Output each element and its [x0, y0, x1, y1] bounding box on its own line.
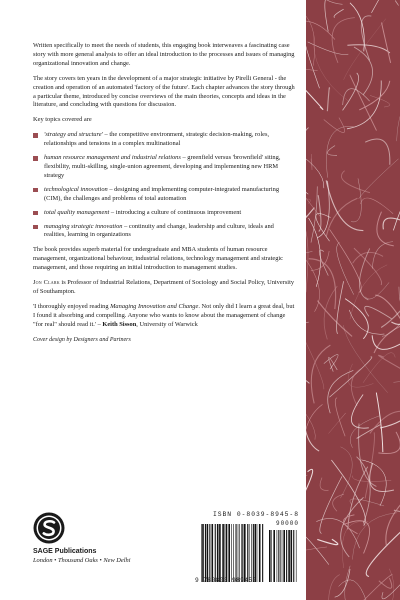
addon-bar: [271, 530, 272, 582]
strip-scribble: [328, 370, 354, 413]
strip-scribble: [306, 180, 320, 216]
topic-description: – the competitive environment, strategic decision-making, roles, relationships and tensions in a complex multinational: [44, 131, 270, 148]
barcode-bar: [255, 524, 257, 582]
topic-item: [33, 131, 295, 149]
barcode-bar: [244, 524, 246, 582]
strip-scribble: [324, 118, 345, 133]
strip-scribble: [306, 344, 309, 383]
quote-affiliation: , University of Warwick: [136, 320, 198, 328]
strip-scribble: [393, 381, 400, 407]
square-bullet-icon: [33, 188, 38, 193]
strip-scribble: [327, 88, 329, 111]
strip-scribble: [311, 154, 312, 170]
barcode-bar: [242, 524, 243, 582]
strip-scribble: [334, 9, 344, 17]
strip-scribble: [343, 73, 359, 110]
barcode-bar: [207, 524, 209, 582]
strip-scribble: [311, 0, 342, 4]
quote-text-start: 'I thoroughly enjoyed reading: [33, 302, 111, 310]
strip-scribble: [325, 0, 333, 31]
addon-bar: [273, 530, 275, 582]
barcode-bar: [259, 524, 261, 582]
barcode-bar: [257, 524, 258, 582]
addon-bar: [278, 530, 279, 582]
strip-scribble: [359, 248, 369, 300]
barcode-bar: [215, 524, 216, 582]
strip-scribble: [380, 408, 400, 428]
topic-term: managing strategic innovation: [44, 222, 123, 230]
cover-credit: Cover design by Designers and Partners: [33, 336, 131, 343]
strip-scribble: [306, 469, 313, 500]
decorative-strip: [306, 0, 400, 600]
strip-scribble: [306, 471, 307, 487]
author-bio: [33, 279, 295, 297]
topics-heading: Key topics covered are: [33, 116, 92, 124]
barcode-bar: [212, 524, 214, 582]
topic-term: 'strategy and structure': [44, 131, 103, 139]
strip-scribble: [306, 76, 323, 110]
topic-term: technological innovation: [44, 185, 108, 193]
strip-scribble: [320, 478, 329, 491]
publisher-name: SAGE Publications: [33, 548, 97, 555]
strip-scribble: [381, 292, 400, 327]
strip-scribble: [324, 354, 338, 369]
strip-scribble: [347, 45, 390, 53]
topic-term: total quality management: [44, 208, 110, 216]
strip-scribble: [306, 208, 314, 227]
strip-scribble: [306, 300, 309, 322]
addon-bar: [286, 530, 287, 582]
strip-scribble: [350, 265, 387, 319]
topic-description: – introducing a culture of continuous improvement: [109, 208, 242, 216]
blurb-paragraph-1: Written specifically to meet the needs of students, this engaging book interweaves a fascinating case story with more general analysis to offer an ideal introduction to the processes and issues of managing organizational innovation and change.: [33, 42, 295, 67]
strip-scribble: [365, 306, 392, 318]
strip-scribble: [332, 18, 355, 63]
strip-scribble: [372, 335, 400, 349]
addon-bar: [277, 530, 278, 582]
strip-scribble: [357, 457, 371, 524]
topic-description: – greenfield versus 'brownfield' siting, flexibility, multi-skilling, single-union agreement, developing and implementing new HRM strategy: [44, 154, 281, 179]
topic-item: [33, 223, 295, 241]
barcode-bar: [231, 524, 232, 582]
strip-scribble: [306, 388, 315, 439]
addon-number: 90000: [275, 520, 299, 527]
strip-scribble: [320, 476, 342, 533]
barcode-bar: [233, 524, 234, 582]
strip-scribble: [317, 539, 338, 544]
blurb-column: [33, 42, 295, 350]
strip-scribble: [326, 126, 353, 177]
barcode-bar: [251, 524, 252, 582]
strip-scribble: [394, 510, 400, 553]
topic-term: human resource management and industrial relations: [44, 154, 181, 162]
strip-scribble: [377, 212, 394, 246]
author-name: Jon Clark: [33, 279, 60, 287]
addon-bar: [269, 530, 271, 582]
square-bullet-icon: [33, 133, 38, 138]
strip-scribble: [306, 223, 308, 292]
topic-description: – continuity and change, leadership and culture, ideals and realities, learning in organizations: [44, 222, 274, 239]
strip-scribble: [365, 139, 390, 165]
strip-scribble: [350, 499, 384, 506]
strip-scribble: [366, 530, 400, 577]
strip-scribble: [361, 460, 386, 506]
strip-scribble: [350, 3, 364, 52]
addon-bar: [291, 530, 293, 582]
strip-scribble: [386, 496, 400, 546]
square-bullet-icon: [33, 211, 38, 216]
strip-scribble: [375, 295, 400, 348]
strip-scribble: [359, 424, 377, 487]
barcode-bar: [205, 524, 206, 582]
strip-scribble: [344, 19, 386, 80]
blurb-paragraph-3: The book provides superb material for undergraduate and MBA students of human resource management, organizational behaviour, industrial relations, technology management and strategic management, and those requiring an initial introduction to management studies.: [33, 246, 284, 272]
barcode-bar: [217, 524, 219, 582]
addon-bar: [296, 530, 297, 582]
strip-scribble: [350, 416, 379, 448]
strip-scribble: [335, 398, 345, 436]
quote-book-title: Managing Innovation and Change: [110, 302, 199, 310]
topics-list: [33, 131, 295, 240]
strip-scribble: [361, 198, 394, 214]
barcode-bar: [241, 524, 242, 582]
strip-scribble: [309, 218, 321, 287]
strip-scribble: [357, 425, 380, 439]
strip-scribble: [370, 463, 394, 491]
topic-description: – designing and implementing computer-integrated manufacturing (CIM), the challenges and problems of total automation: [44, 185, 280, 202]
strip-scribble: [341, 497, 364, 557]
barcode-bar: [236, 524, 237, 582]
strip-scribble: [306, 3, 315, 66]
strip-scribble: [317, 181, 329, 238]
quote-author: Keith Sisson: [102, 320, 137, 328]
addon-bar: [283, 530, 285, 582]
strip-scribble: [337, 242, 354, 294]
barcode-bar: [262, 524, 263, 582]
strip-scribble: [365, 282, 389, 299]
strip-scribble: [397, 81, 400, 141]
quote-text-end: . Not only did I learn a great deal, but I found it absorbing and compelling. Anyone who wants to know about the management of change "for real" should read it.' –: [33, 302, 295, 328]
addon-bar: [280, 530, 281, 582]
author-bio-text: is Professor of Industrial Relations, Department of Sociology and Social Policy, University of Southampton.: [33, 279, 295, 295]
topic-item: [33, 209, 295, 218]
strip-scribble: [372, 242, 393, 269]
strip-scribble: [363, 353, 395, 383]
review-quote: [33, 303, 295, 330]
barcode-bar: [253, 524, 254, 582]
square-bullet-icon: [33, 156, 38, 161]
barcode-bar: [201, 524, 202, 582]
strip-scribble: [326, 198, 357, 236]
strip-scribble: [339, 580, 367, 600]
strip-scribble: [379, 0, 399, 6]
strip-scribble: [329, 357, 371, 397]
barcode-bar: [219, 524, 221, 582]
strip-scribble: [327, 146, 337, 156]
barcode-bar: [228, 524, 230, 582]
strip-scribble: [379, 355, 400, 369]
isbn-label: ISBN 0-8039-8945-8: [212, 511, 299, 518]
sage-logo-icon: [33, 512, 65, 544]
strip-scribble: [306, 251, 312, 262]
strip-scribble: [348, 364, 373, 387]
strip-scribble: [354, 47, 373, 95]
barcode-bar: [238, 524, 239, 582]
strip-scribble: [359, 159, 399, 199]
strip-scribble: [340, 447, 352, 498]
strip-scribble: [370, 411, 400, 433]
strip-scribble: [341, 171, 370, 193]
strip-scribble: [333, 494, 344, 511]
strip-scribble: [331, 460, 365, 526]
publisher-cities: London • Thousand Oaks • New Delhi: [33, 557, 131, 564]
square-bullet-icon: [33, 225, 38, 230]
strip-scribble: [342, 521, 368, 568]
ean-number: 9 780803 989450: [195, 577, 257, 584]
addon-bar: [282, 530, 283, 582]
blurb-paragraph-2: The story covers ten years in the development of a major strategic initiative by Pirelli General - the creation and operation of an automated 'factory of the future'. Each chapter advances the story through a particular theme, introduced by concise overviews of the main theories, concepts and ideas in the literature, and concluding with questions for discussion.: [33, 74, 295, 109]
strip-scribble: [306, 144, 324, 188]
strip-scribble: [328, 357, 337, 371]
addon-bar: [288, 530, 290, 582]
barcode-bar: [239, 524, 240, 582]
barcode-bar: [202, 524, 204, 582]
strip-scribble: [383, 218, 400, 229]
barcode-graphic: [195, 520, 301, 584]
barcode-block: [195, 511, 301, 593]
strip-scribble: [314, 35, 348, 101]
addon-bar: [293, 530, 294, 582]
barcode-bar: [225, 524, 226, 582]
strip-scribble: [382, 23, 391, 63]
barcode-bar: [222, 524, 224, 582]
barcode-bar: [226, 524, 228, 582]
strip-scribble: [311, 345, 330, 403]
topic-item: [33, 154, 295, 181]
topic-item: [33, 186, 295, 204]
publisher-block: [33, 512, 193, 564]
barcode-bar: [247, 524, 248, 582]
barcode-bar: [209, 524, 210, 582]
barcode-bar: [249, 524, 250, 582]
